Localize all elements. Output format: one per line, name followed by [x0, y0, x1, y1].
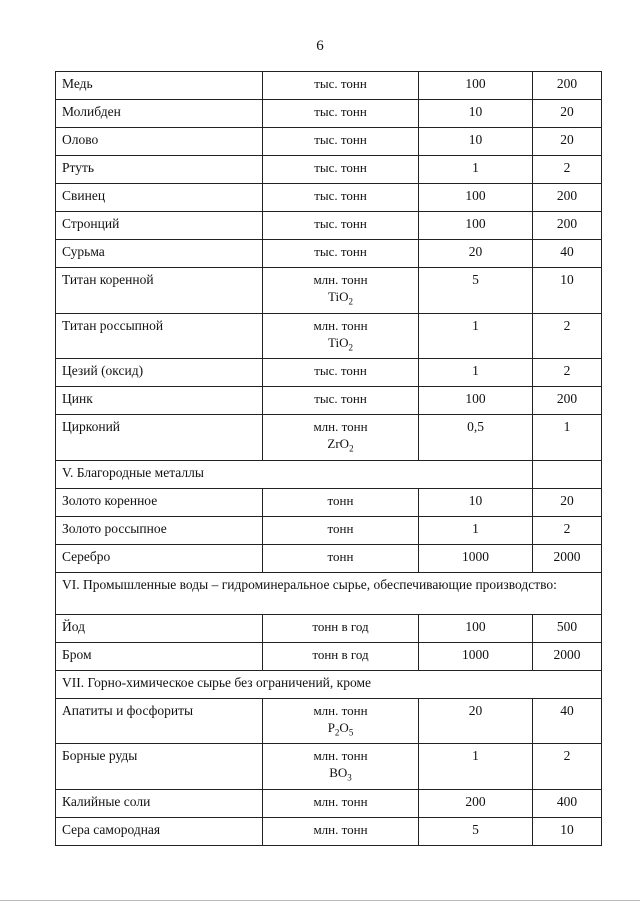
resource-name: Золото коренное	[56, 488, 263, 516]
unit-cell	[263, 789, 419, 817]
unit-label: млн. тонн	[313, 419, 368, 435]
unit-formula-subscript: 2	[348, 342, 353, 353]
resource-name: Олово	[56, 128, 263, 156]
unit-cell	[263, 313, 419, 359]
section-title: VI. Промышленные воды – гидроминеральное сырье, обеспечивающие производство:	[56, 572, 602, 614]
resource-name: Ртуть	[56, 156, 263, 184]
unit-cell	[263, 240, 419, 268]
unit-formula: TiO	[328, 334, 349, 350]
table-row	[56, 415, 602, 461]
table-row	[56, 100, 602, 128]
unit-formula: BO	[329, 765, 348, 781]
unit-cell	[263, 698, 419, 744]
resource-name: Калийные соли	[56, 789, 263, 817]
unit-label: млн. тонн	[313, 317, 368, 333]
threshold-value-2: 2	[533, 744, 602, 790]
empty-cell	[533, 460, 602, 488]
unit-label: тонн в год	[312, 646, 369, 662]
table-row	[56, 128, 602, 156]
unit-cell	[263, 614, 419, 642]
table-row	[56, 516, 602, 544]
table-row	[56, 744, 602, 790]
threshold-value-2: 500	[533, 614, 602, 642]
unit-cell	[263, 642, 419, 670]
threshold-value-1: 1	[419, 744, 533, 790]
resource-name: Титан коренной	[56, 268, 263, 314]
resource-name: Цирконий	[56, 415, 263, 461]
threshold-value-2: 40	[533, 240, 602, 268]
resource-name: Цинк	[56, 387, 263, 415]
unit-label: тонн	[327, 548, 354, 564]
threshold-value-2: 400	[533, 789, 602, 817]
section-row	[56, 460, 602, 488]
threshold-value-1: 1	[419, 359, 533, 387]
threshold-value-1: 1000	[419, 642, 533, 670]
unit-label: тыс. тонн	[314, 391, 367, 407]
threshold-value-1: 5	[419, 817, 533, 845]
threshold-value-2: 200	[533, 212, 602, 240]
table-row	[56, 789, 602, 817]
threshold-value-1: 0,5	[419, 415, 533, 461]
threshold-value-1: 10	[419, 100, 533, 128]
threshold-value-2: 200	[533, 184, 602, 212]
section-title: V. Благородные металлы	[56, 460, 533, 488]
unit-label: тонн в год	[312, 618, 369, 634]
threshold-value-2: 2000	[533, 642, 602, 670]
threshold-value-1: 100	[419, 614, 533, 642]
table-row	[56, 359, 602, 387]
unit-label: тонн	[327, 520, 354, 536]
threshold-value-1: 100	[419, 72, 533, 100]
unit-formula: O	[339, 719, 349, 735]
resource-name: Свинец	[56, 184, 263, 212]
resource-name: Борные руды	[56, 744, 263, 790]
unit-formula-subscript: 3	[347, 772, 352, 783]
unit-formula: TiO	[328, 289, 349, 304]
table-row	[56, 817, 602, 845]
threshold-value-2: 10	[533, 817, 602, 845]
threshold-value-2: 200	[533, 387, 602, 415]
threshold-value-2: 1	[533, 415, 602, 461]
resource-name: Стронций	[56, 212, 263, 240]
resource-name: Серебро	[56, 544, 263, 572]
threshold-value-1: 1	[419, 156, 533, 184]
unit-cell	[263, 544, 419, 572]
unit-label: тыс. тонн	[314, 244, 367, 259]
table-row	[56, 614, 602, 642]
resource-name: Титан россыпной	[56, 313, 263, 359]
resource-name: Апатиты и фосфориты	[56, 698, 263, 744]
unit-label: млн. тонн	[313, 821, 368, 837]
threshold-value-1: 100	[419, 184, 533, 212]
unit-label: тыс. тонн	[314, 363, 367, 379]
table-row	[56, 212, 602, 240]
unit-cell	[263, 184, 419, 212]
table-row	[56, 240, 602, 268]
unit-cell	[263, 387, 419, 415]
threshold-value-1: 5	[419, 268, 533, 314]
threshold-value-2: 2000	[533, 544, 602, 572]
unit-label: тыс. тонн	[314, 132, 367, 147]
table-row	[56, 268, 602, 314]
threshold-value-1: 100	[419, 212, 533, 240]
threshold-value-2: 10	[533, 268, 602, 314]
unit-cell	[263, 156, 419, 184]
unit-label: тыс. тонн	[314, 76, 367, 91]
resource-threshold-table	[55, 71, 602, 846]
threshold-value-1: 200	[419, 789, 533, 817]
resource-name: Сурьма	[56, 240, 263, 268]
unit-label: тыс. тонн	[314, 188, 367, 203]
section-row	[56, 572, 602, 614]
resource-name: Сера самородная	[56, 817, 263, 845]
resource-name: Золото россыпное	[56, 516, 263, 544]
unit-label: тыс. тонн	[314, 104, 367, 119]
threshold-value-1: 1000	[419, 544, 533, 572]
section-title: VII. Горно-химическое сырье без ограничений, кроме	[56, 670, 602, 698]
scan-edge-line	[0, 900, 640, 901]
unit-cell	[263, 817, 419, 845]
unit-label: млн. тонн	[313, 702, 368, 718]
table-row	[56, 642, 602, 670]
threshold-value-1: 10	[419, 128, 533, 156]
unit-cell	[263, 72, 419, 100]
unit-formula: ZrO	[327, 436, 350, 452]
threshold-value-2: 20	[533, 128, 602, 156]
unit-cell	[263, 100, 419, 128]
threshold-value-1: 20	[419, 240, 533, 268]
page-number: 6	[316, 38, 324, 54]
threshold-value-2: 20	[533, 100, 602, 128]
unit-label: тыс. тонн	[314, 160, 367, 175]
threshold-value-2: 2	[533, 156, 602, 184]
unit-cell	[263, 415, 419, 461]
table-row	[56, 72, 602, 100]
threshold-value-2: 20	[533, 488, 602, 516]
unit-cell	[263, 359, 419, 387]
resource-name: Медь	[56, 72, 263, 100]
threshold-value-1: 1	[419, 516, 533, 544]
threshold-value-2: 2	[533, 313, 602, 359]
unit-cell	[263, 744, 419, 790]
unit-cell	[263, 212, 419, 240]
threshold-value-1: 100	[419, 387, 533, 415]
table-row	[56, 488, 602, 516]
unit-label: млн. тонн	[313, 793, 368, 809]
threshold-value-2: 40	[533, 698, 602, 744]
threshold-value-2: 2	[533, 516, 602, 544]
resource-name: Цезий (оксид)	[56, 359, 263, 387]
unit-label: тыс. тонн	[314, 216, 367, 231]
section-row	[56, 670, 602, 698]
threshold-value-1: 20	[419, 698, 533, 744]
unit-formula-subscript: 2	[349, 443, 354, 454]
unit-cell	[263, 128, 419, 156]
unit-label: млн. тонн	[313, 272, 368, 287]
unit-formula-subscript: 2	[348, 296, 353, 307]
resource-name: Йод	[56, 614, 263, 642]
threshold-value-2: 2	[533, 359, 602, 387]
table-row	[56, 313, 602, 359]
unit-label: тонн	[327, 492, 354, 508]
table-row	[56, 387, 602, 415]
table-row	[56, 698, 602, 744]
table-row	[56, 184, 602, 212]
resource-name: Бром	[56, 642, 263, 670]
threshold-value-1: 10	[419, 488, 533, 516]
table-row	[56, 544, 602, 572]
threshold-value-2: 200	[533, 72, 602, 100]
unit-formula-subscript: 2	[334, 727, 340, 738]
unit-cell	[263, 488, 419, 516]
unit-cell	[263, 516, 419, 544]
unit-cell	[263, 268, 419, 314]
resource-name: Молибден	[56, 100, 263, 128]
unit-formula-subscript: 5	[348, 727, 354, 738]
table-row	[56, 156, 602, 184]
threshold-value-1: 1	[419, 313, 533, 359]
unit-label: млн. тонн	[313, 748, 368, 764]
unit-formula: P	[327, 719, 335, 735]
